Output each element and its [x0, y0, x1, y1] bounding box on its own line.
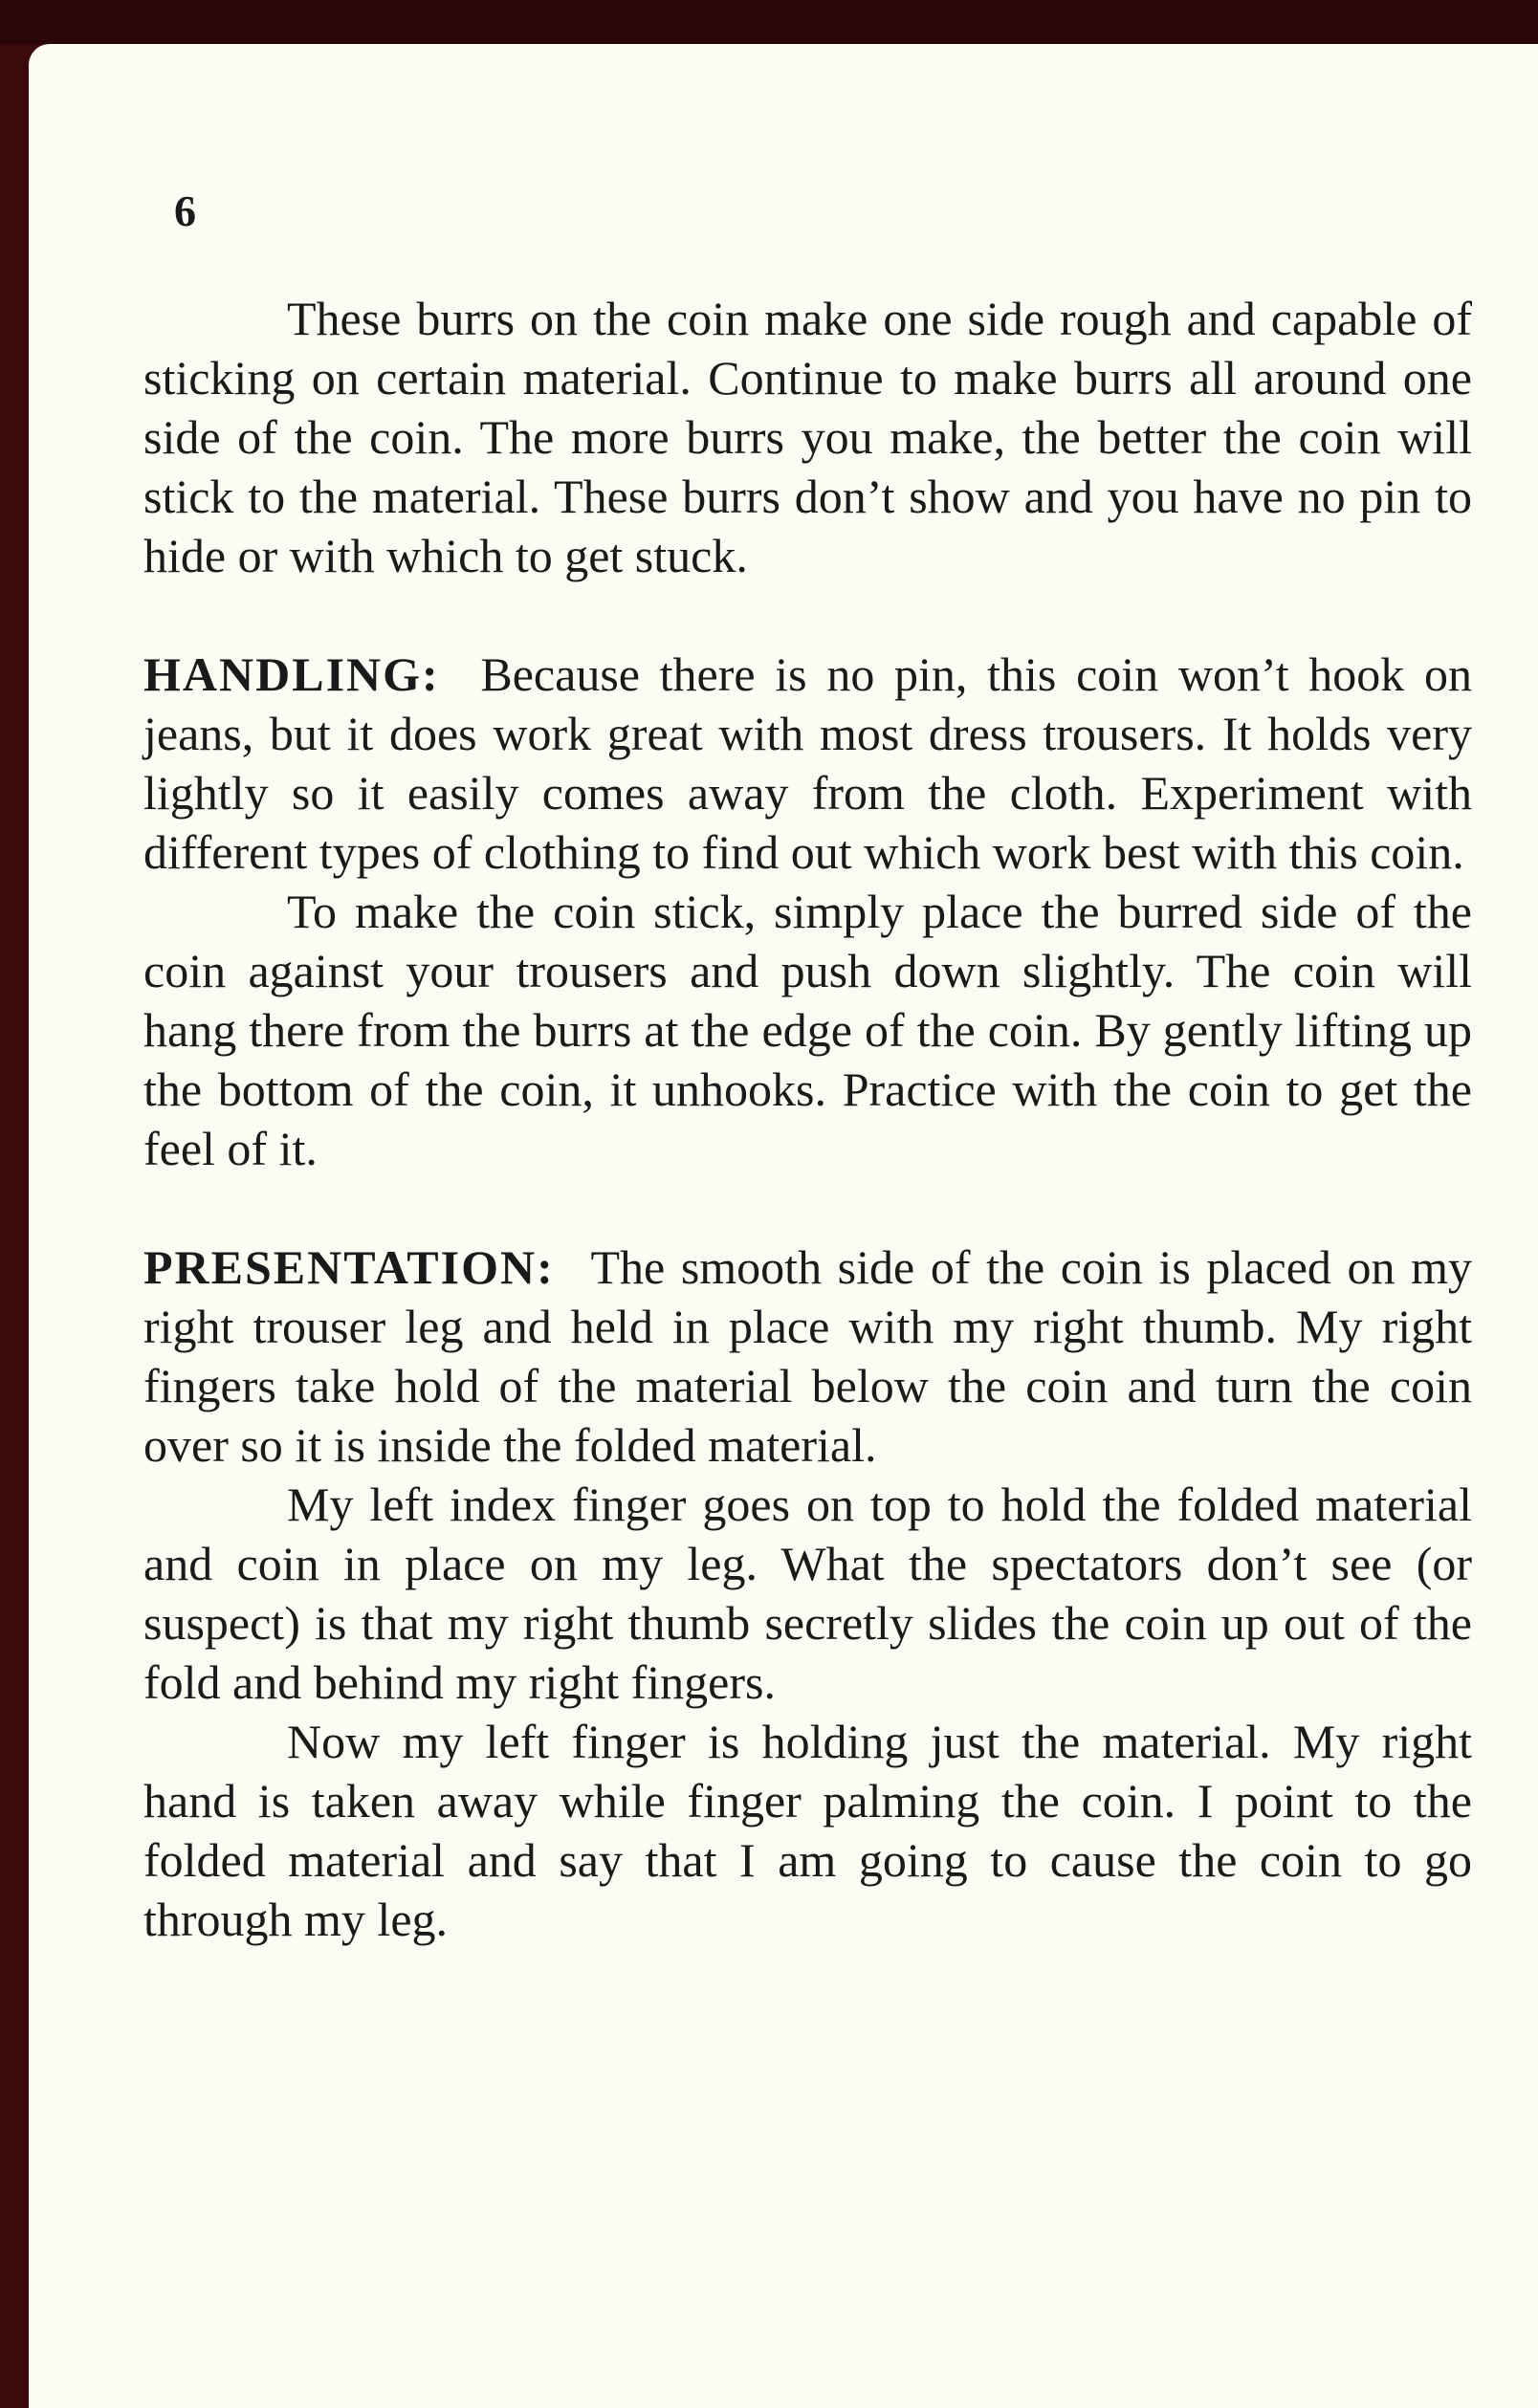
- paragraph-text: These burrs on the coin make one side rough and capable of sticking on certain material. Continue to make burrs all around one side of the coin. The more burrs you make, the better the coin will stick to the material. These burrs don’t show and you have no pin to hide or with which to get stuck.: [143, 292, 1472, 582]
- paragraph-text: To make the coin stick, simply place the burred side of the coin against your trousers and push down slightly. The coin will hang there from the burrs at the edge of the coin. By gently lifting up the bottom of the coin, it unhooks. Practice with the coin to get the feel of it.: [143, 885, 1472, 1175]
- section-heading-handling: HANDLING:: [143, 647, 440, 701]
- paragraph-5: [143, 1475, 1472, 1712]
- section-heading-presentation: PRESENTATION:: [143, 1240, 555, 1294]
- page-content: [143, 182, 1472, 1949]
- paragraph-6: [143, 1712, 1472, 1949]
- book-edge-top: [0, 0, 1538, 44]
- paragraph-presentation: [143, 1237, 1472, 1475]
- paragraph-text: Because there is no pin, this coin won’t hook on jeans, but it does work great with most dress trousers. It holds very lightly so it easily comes away from the cloth. Experiment with different types of clothing to find out which work best with this coin.: [143, 647, 1472, 879]
- paragraph-text: My left index finger goes on top to hold the folded material and coin in place on my leg. What the spectators don’t see (or suspect) is that my right thumb secretly slides the coin up out of the fold and behind my right fingers.: [143, 1478, 1472, 1709]
- paragraph-text: Now my left finger is holding just the material. My right hand is taken away while finger palming the coin. I point to the folded material and say that I am going to cause the coin to go through my leg.: [143, 1715, 1472, 1946]
- paragraph-handling: [143, 645, 1472, 882]
- paragraph-3: [143, 882, 1472, 1178]
- page-number: 6: [174, 186, 196, 235]
- paragraph-1: [143, 289, 1472, 585]
- paragraph-text: The smooth side of the coin is placed on my right trouser leg and held in place with my right thumb. My right fingers take hold of the material below the coin and turn the coin over so it is inside the folded material.: [143, 1240, 1473, 1472]
